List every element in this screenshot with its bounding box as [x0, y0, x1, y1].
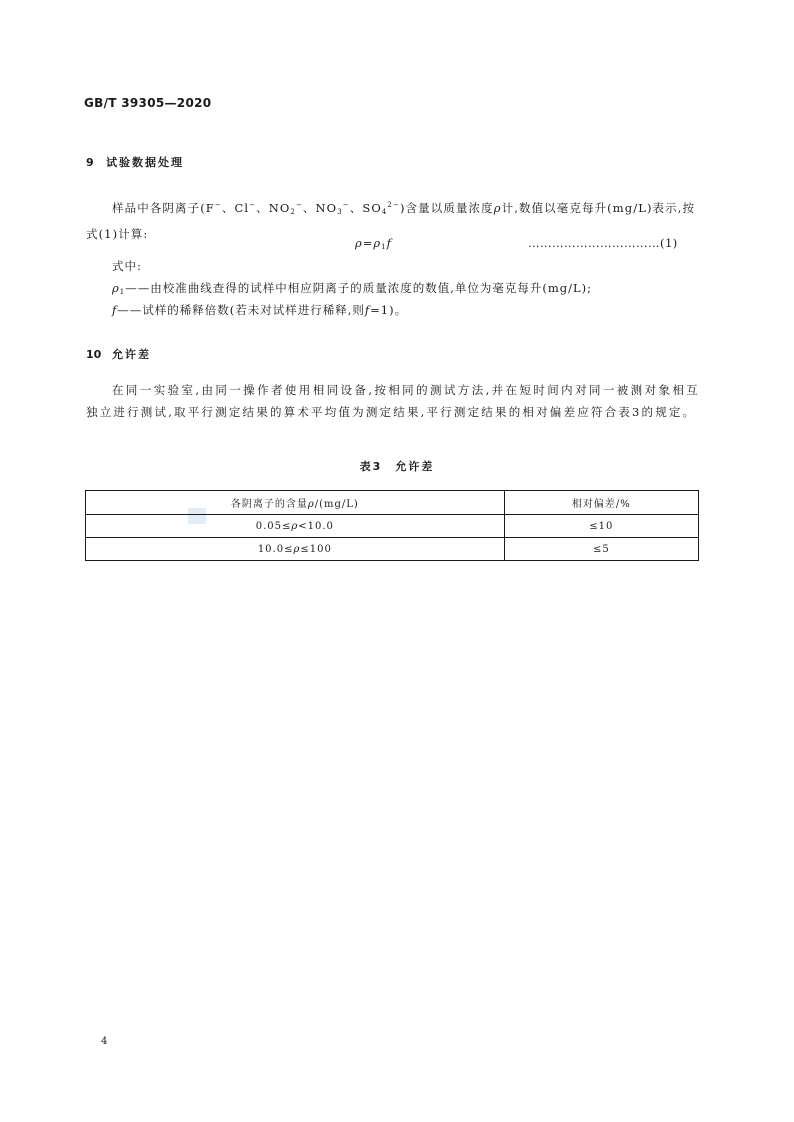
- table-cell-content: 0.05≤ρ<10.0: [86, 515, 505, 538]
- def-text: =1)。: [370, 303, 408, 317]
- table-header-row: [86, 491, 699, 515]
- formula-rho: ρ: [373, 236, 382, 250]
- table-header-deviation: 相对偏差/%: [504, 491, 698, 515]
- definition-f: [112, 302, 407, 318]
- section-10-title: 允许差: [112, 348, 151, 361]
- def-text: ——试样的稀释倍数(若未对试样进行稀释,则: [117, 303, 365, 317]
- formula-lhs: ρ: [355, 236, 363, 250]
- def-f: f: [364, 303, 371, 317]
- section-9-heading: [86, 154, 184, 170]
- superscript: 2−: [387, 201, 400, 209]
- para-text: 计,数值以毫克每升(mg/L)表示,按式(1)计算:: [86, 201, 696, 241]
- page-number: 4: [101, 1036, 108, 1047]
- table-row: [86, 515, 699, 538]
- tolerance-table: [85, 490, 699, 561]
- formula-eq: =: [362, 236, 374, 250]
- formula-number: ……………………………(1): [528, 236, 678, 250]
- para-text: )含量以质量浓度: [399, 201, 494, 215]
- para-text: 、Cl: [221, 201, 250, 215]
- standard-number: GB/T 39305—2020: [84, 96, 212, 110]
- where-label: 式中:: [112, 259, 142, 273]
- subscript: 3: [337, 208, 343, 216]
- superscript: −: [214, 201, 222, 209]
- section-9-number: 9: [86, 156, 94, 169]
- def-subscript: 1: [119, 288, 126, 296]
- table-cell-content: 10.0≤ρ≤100: [86, 538, 505, 561]
- para-text: 、NO: [256, 201, 291, 215]
- superscript: −: [249, 201, 257, 209]
- subscript: 4: [381, 208, 388, 216]
- table-header-content: 各阴离子的含量ρ/(mg/L): [86, 491, 505, 515]
- superscript: −: [295, 201, 303, 209]
- def-symbol: ρ: [112, 281, 120, 295]
- rho-symbol: ρ: [493, 201, 502, 215]
- superscript: −: [342, 201, 350, 209]
- para-text: 、SO: [349, 201, 382, 215]
- definition-rho1: [112, 280, 592, 296]
- section-9-title: 试验数据处理: [106, 156, 184, 169]
- table-cell-deviation: ≤5: [504, 538, 698, 561]
- subscript: 2: [290, 208, 296, 216]
- para-text: 、NO: [302, 201, 338, 215]
- table-row: [86, 538, 699, 561]
- def-symbol: f: [112, 303, 118, 317]
- formula-subscript: 1: [381, 243, 387, 251]
- section-10-number: 10: [86, 348, 102, 361]
- def-text: ——由校准曲线查得的试样中相应阴离子的质量浓度的数值,单位为毫克每升(mg/L);: [125, 281, 593, 295]
- section-10-paragraph: 在同一实验室,由同一操作者使用相同设备,按相同的测试方法,并在短时间内对同一被测对象相互独立进行测试,取平行测定结果的算术平均值为测定结果,平行测定结果的相对偏差应符合表3的规定。: [86, 383, 700, 419]
- formula-f: f: [386, 236, 392, 250]
- table-cell-deviation: ≤10: [504, 515, 698, 538]
- para-text: 样品中各阴离子(F: [112, 201, 215, 215]
- formula-1: [355, 236, 392, 251]
- table-caption: 表3 允许差: [359, 460, 435, 473]
- section-10-heading: [86, 346, 151, 362]
